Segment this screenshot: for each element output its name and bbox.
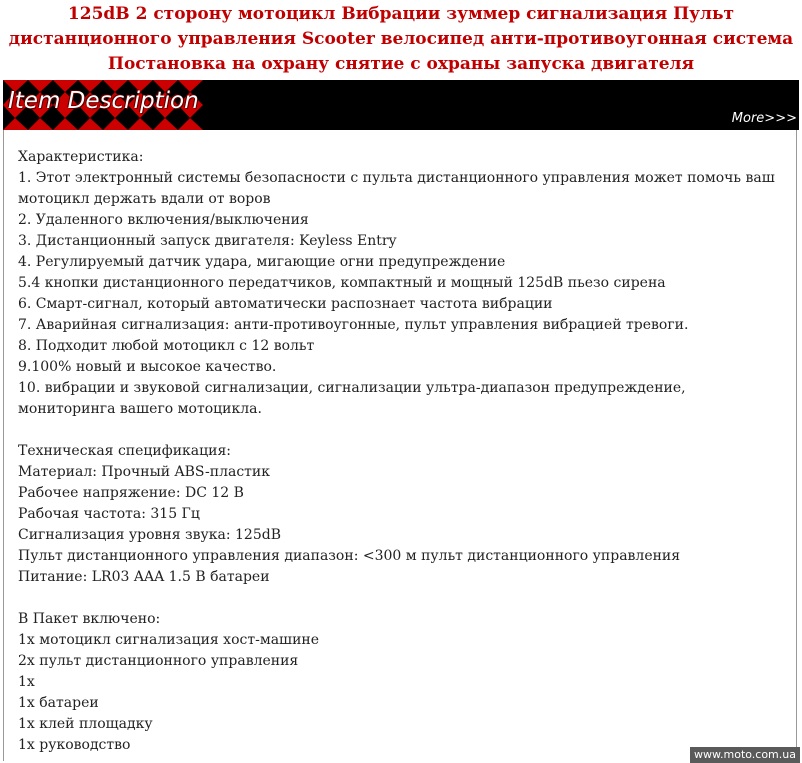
package-item: 1x [18,674,35,690]
spec-line: Пульт дистанционного управления диапазон: <300 м пульт дистанционного управления [18,548,681,564]
item-description-heading: Item Description [8,88,199,114]
feature-line: 2. Удаленного включения/выключения [18,212,309,228]
feature-line: мониторинга вашего мотоцикла. [18,401,262,417]
feature-line: 5.4 кнопки дистанционного передатчиков, компактный и мощный 125dB пьезо сирена [18,275,666,291]
package-item: 1x батареи [18,695,99,711]
title-line: 125dB 2 сторону мотоцикл Вибрации зуммер сигнализация Пульт [67,4,735,24]
spacer [18,420,788,441]
feature-line: 1. Этот электронный системы безопасности с пульта дистанционного управления может помочь ваш [18,170,775,186]
feature-line: 10. вибрации и звуковой сигнализации, сигнализации ультра-диапазон предупреждение, [18,380,686,396]
spec-line: Рабочее напряжение: DC 12 В [18,485,244,501]
title-line: дистанционного управления Scooter велосипед анти-противоугонная система [8,29,794,49]
feature-line: 7. Аварийная сигнализация: анти-противоугонные, пульт управления вибрацией тревоги. [18,317,689,333]
spacer [18,588,788,609]
feature-line: 9.100% новый и высокое качество. [18,359,277,375]
feature-line: мотоцикл держать вдали от воров [18,191,271,207]
features-heading: Характеристика: [18,149,144,165]
feature-line: 8. Подходит любой мотоцикл с 12 вольт [18,338,315,354]
item-description-banner [3,80,799,130]
spec-heading: Техническая спецификация: [18,443,232,459]
product-title [0,2,802,77]
feature-line: 4. Регулируемый датчик удара, мигающие огни предупреждение [18,254,506,270]
title-line: Постановка на охрану снятие с охраны запуска двигателя [107,54,695,74]
package-item: 1x руководство [18,737,131,753]
site-watermark: www.moto.com.ua [690,747,800,763]
package-item: 2x пульт дистанционного управления [18,653,299,669]
spec-line: Сигнализация уровня звука: 125dB [18,527,281,543]
more-link[interactable]: More>>> [731,111,797,126]
feature-line: 3. Дистанционный запуск двигателя: Keyless Entry [18,233,397,249]
package-heading: В Пакет включено: [18,611,161,627]
feature-line: 6. Смарт-сигнал, который автоматически распознает частота вибрации [18,296,553,312]
description-content [18,147,788,756]
spec-line: Питание: LR03 AAA 1.5 В батареи [18,569,270,585]
package-item: 1x клей площадку [18,716,153,732]
package-item: 1x мотоцикл сигнализация хост-машине [18,632,320,648]
spec-line: Материал: Прочный ABS-пластик [18,464,270,480]
spec-line: Рабочая частота: 315 Гц [18,506,200,522]
